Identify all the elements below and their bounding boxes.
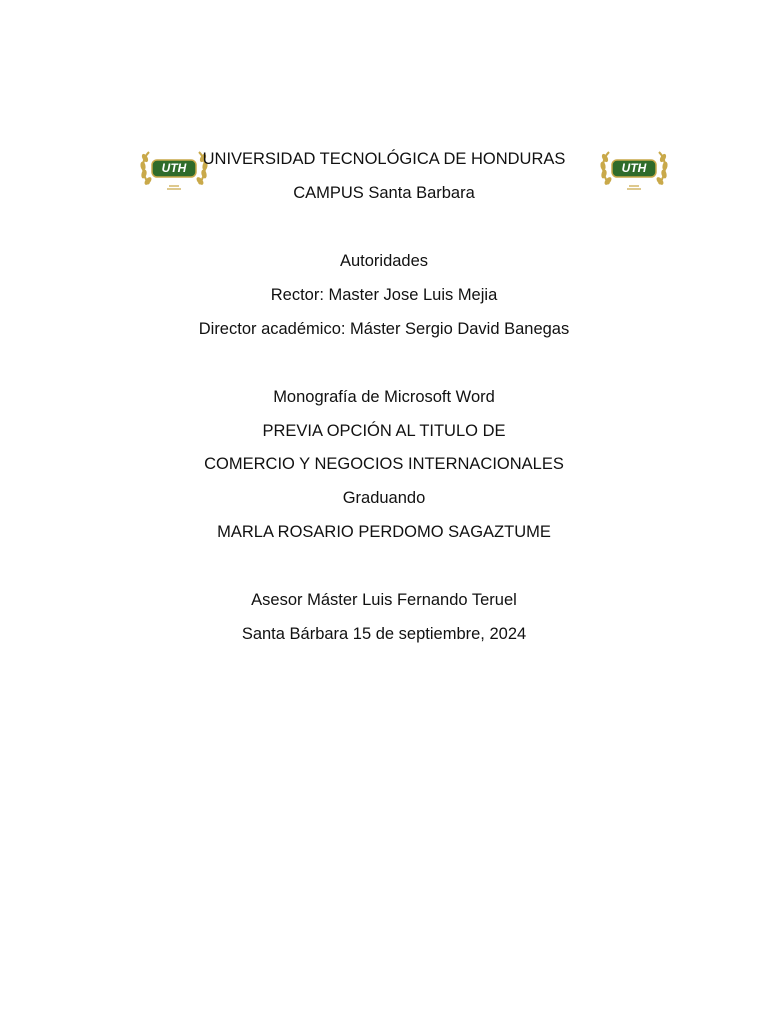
thesis-degree: COMERCIO Y NEGOCIOS INTERNACIONALES <box>204 455 564 473</box>
director-line: Director académico: Máster Sergio David Banegas <box>198 320 570 338</box>
thesis-type: Monografía de Microsoft Word <box>273 388 495 406</box>
logo-text-right: UTH <box>621 161 647 175</box>
student-name: MARLA ROSARIO PERDOMO SAGAZTUME <box>217 523 551 541</box>
authorities-heading: Autoridades <box>339 252 429 270</box>
graduating-label: Graduando <box>342 489 426 507</box>
thesis-option: PREVIA OPCIÓN AL TITULO DE <box>262 422 506 440</box>
logo-text-left: UTH <box>161 161 187 175</box>
rector-line: Rector: Master Jose Luis Mejia <box>270 286 498 304</box>
university-name: UNIVERSIDAD TECNOLÓGICA DE HONDURAS <box>202 150 566 168</box>
campus-name: CAMPUS Santa Barbara <box>293 184 475 202</box>
place-date: Santa Bárbara 15 de septiembre, 2024 <box>241 625 527 643</box>
advisor-line: Asesor Máster Luis Fernando Teruel <box>251 591 517 609</box>
